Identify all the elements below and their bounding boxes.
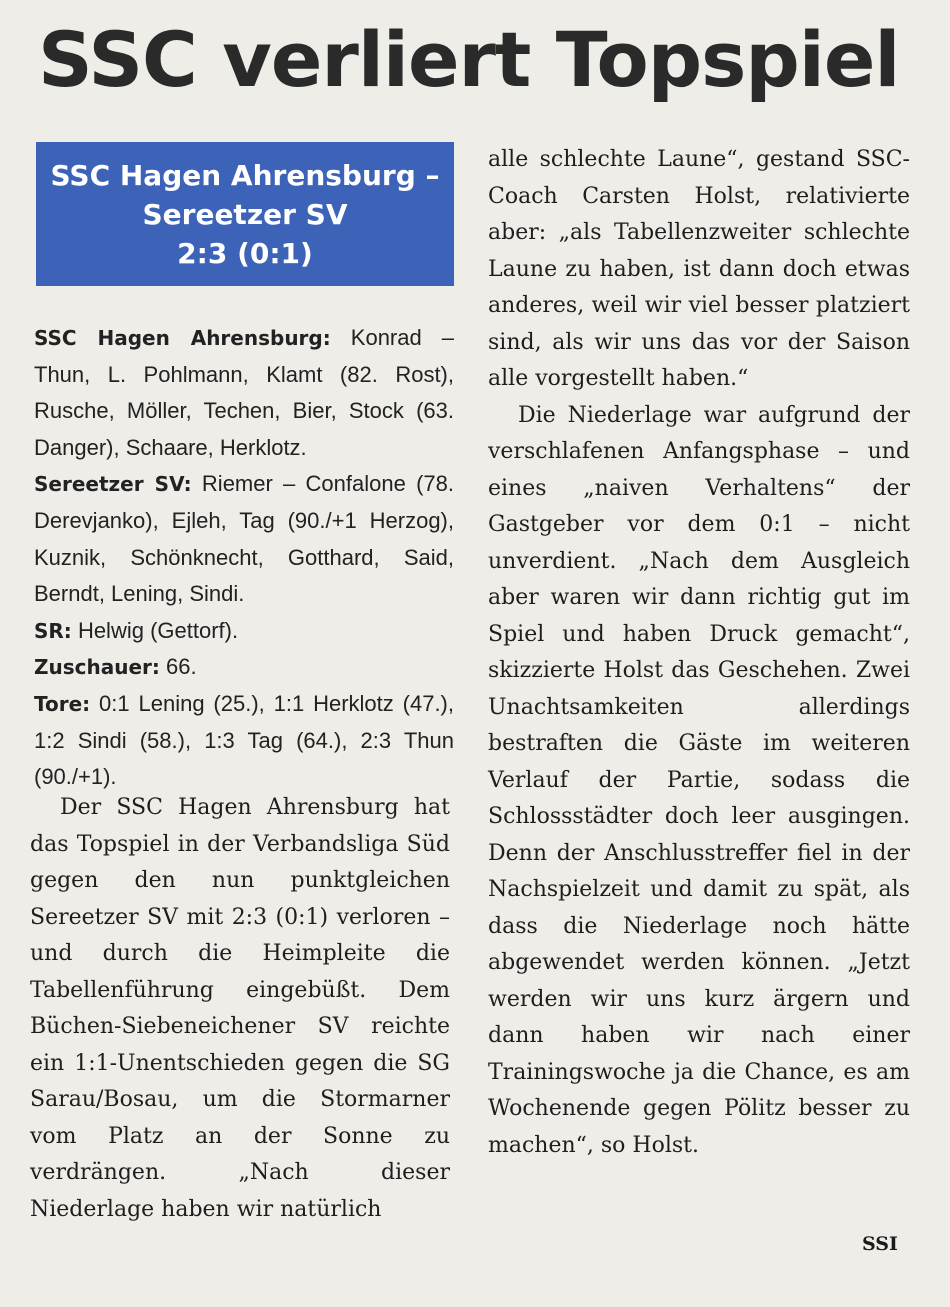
article-paragraph: Der SSC Hagen Ahrensburg hat das Topspiel in der Verbandsliga Süd gegen den nun punktgleichen Sereetzer SV mit 2:3 (0:1) verloren – und durch die Heimpleite die Tabellenführung eingebüßt. Dem Büchen-Siebeneichener SV reichte ein 1:1-Unentschieden gegen die SG Sarau/Bosau, um die Stormarner vom Platz an der Sonne zu verdrängen. „Nach dieser Niederlage haben wir natürlich xyxy=(30,795,450,1222)
spectators-label: Zuschauer: xyxy=(34,655,160,680)
goals xyxy=(34,686,454,796)
goals-label: Tore: xyxy=(34,691,91,716)
home-lineup-label: SSC Hagen Ahrensburg: xyxy=(34,326,331,350)
score-box-teams-line-1: SSC Hagen Ahrensburg – xyxy=(50,159,440,192)
goals-text: 0:1 Lening (25.), 1:1 Herklotz (47.), 1:2 Sindi (58.), 1:3 Tag (64.), 2:3 Thun (90./+1). xyxy=(34,690,454,790)
away-lineup-text: Riemer – Confalone (78. Derevjanko), Ejleh, Tag (90./+1 Herzog), Kuznik, Schönknecht, Gotthard, Said, Berndt, Lening, Sindi. xyxy=(34,471,454,607)
author-signature: SSI xyxy=(862,1233,898,1255)
referee-text: Helwig (Gettorf). xyxy=(77,617,239,643)
home-lineup-text: Konrad – Thun, L. Pohlmann, Klamt (82. Rost), Rusche, Möller, Techen, Bier, Stock (63. Danger), Schaare, Herklotz. xyxy=(34,325,454,460)
spectators-text: 66. xyxy=(166,654,197,680)
article-paragraph: Die Niederlage war aufgrund der verschlafenen Anfangsphase – und eines „naiven Verhaltens“ der Gastgeber vor dem 0:1 – nicht unverdient. „Nach dem Ausgleich aber waren wir dann richtig gut im Spiel und haben Druck gemacht“, skizzierte Holst das Geschehen. Zwei Unachtsamkeiten allerdings bestraften die Gäste im weiteren Verlauf der Partie, sodass die Schlossstädter doch leer ausgingen. Denn der Anschlusstreffer fiel in der Nachspielzeit und damit zu spät, als dass die Niederlage noch hätte abgewendet werden können. „Jetzt werden wir uns kurz ärgern und dann haben wir nach einer Trainingswoche ja die Chance, es am Wochenende gegen Pölitz besser zu machen“, so Holst. xyxy=(488,402,910,1158)
article-column-right xyxy=(488,142,910,1164)
match-facts xyxy=(34,320,454,796)
score-box-result: 2:3 (0:1) xyxy=(177,237,313,270)
article-paragraph: alle schlechte Laune“, gestand SSC-Coach Carsten Holst, relativierte aber: „als Tabellenzweiter schlechte Laune zu haben, ist dann doch etwas anderes, weil wir viel besser platziert sind, als wir uns das vor der Saison alle vorgestellt haben.“ xyxy=(488,147,910,391)
away-lineup xyxy=(34,466,454,612)
referee xyxy=(34,613,454,650)
away-lineup-label: Sereetzer SV: xyxy=(34,472,192,497)
referee-label: SR: xyxy=(34,618,72,643)
spectators xyxy=(34,649,454,686)
score-box-teams-line-2: Sereetzer SV xyxy=(142,198,348,231)
article-column-left xyxy=(30,790,450,1228)
score-box xyxy=(36,142,454,286)
home-lineup xyxy=(34,320,454,466)
headline: SSC verliert Topspiel xyxy=(38,15,900,104)
